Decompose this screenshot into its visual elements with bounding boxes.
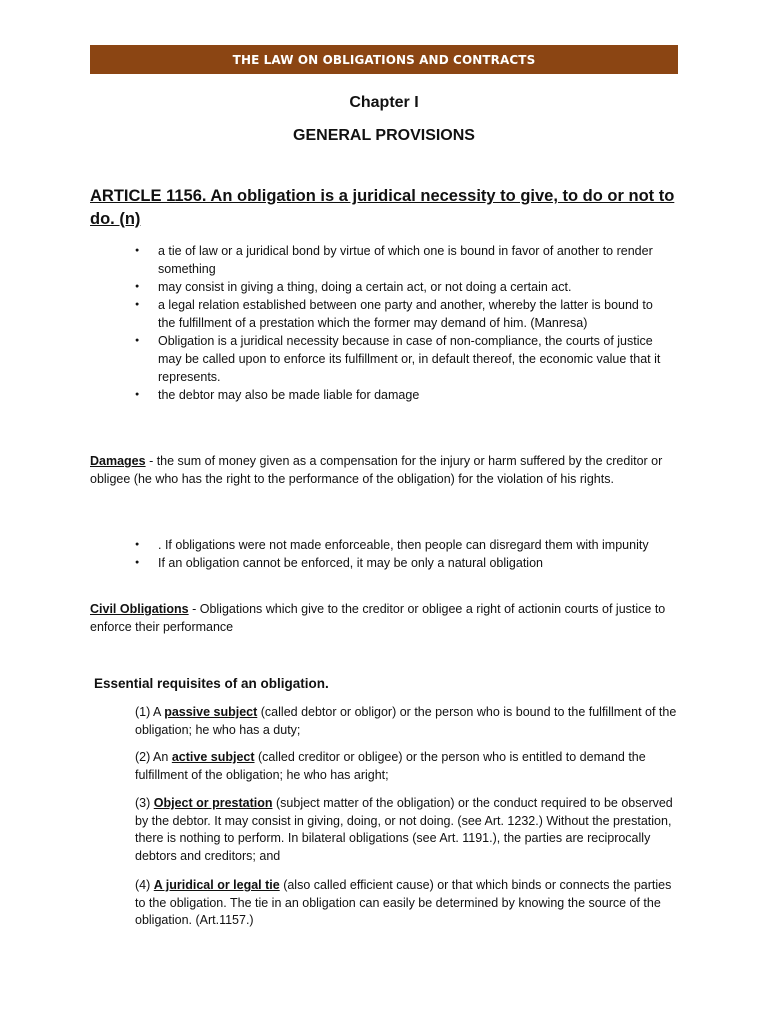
article-bullet-list <box>135 242 665 404</box>
requisite-prefix: (4) <box>135 878 154 892</box>
requisite-item <box>135 877 680 930</box>
requisite-term: Object or prestation <box>153 796 273 810</box>
civil-obligations-term: Civil Obligations <box>90 602 189 616</box>
list-item: ● a legal relation established between one party and another, whereby the latter is bound to the fulfillment of a prestation which the former may demand of him. (Manresa) <box>135 296 665 332</box>
damages-term: Damages <box>90 454 146 468</box>
requisite-prefix: (3) <box>135 796 154 810</box>
enforcement-bullet-list <box>135 536 665 572</box>
article-heading: ARTICLE 1156. An obligation is a juridical necessity to give, to do or not to do. (n) <box>90 187 675 228</box>
requisite-text: (subject matter of the obligation) or the conduct required to be observed by the debtor. It may consist in giving, doing, or not doing. (see Art. 1232.) Without the prestation, there is nothing to perform. In bilateral obligations (see Art. 1191.), the parties are reciprocally debtors and creditors; and <box>135 796 673 863</box>
list-item: ● If an obligation cannot be enforced, it may be only a natural obligation <box>135 554 665 572</box>
requisite-item <box>135 704 680 739</box>
list-item: ● the debtor may also be made liable for damage <box>135 386 665 404</box>
requisite-term: active subject <box>171 750 255 764</box>
chapter-title: GENERAL PROVISIONS <box>293 127 475 144</box>
list-item: ● a tie of law or a juridical bond by virtue of which one is bound in favor of another to render something <box>135 242 665 278</box>
document-header-title: THE LAW ON OBLIGATIONS AND CONTRACTS <box>232 52 536 67</box>
document-header-band <box>90 45 678 74</box>
requisite-term: A juridical or legal tie <box>153 878 280 892</box>
damages-definition <box>90 452 680 488</box>
civil-obligations-definition <box>90 600 680 636</box>
requisite-text: (also called efficient cause) or that which binds or connects the parties to the obligation. The tie in an obligation can easily be determined by knowing the source of the obligation. (Art.1157.) <box>135 878 672 927</box>
requisite-item <box>135 749 680 784</box>
list-item: ● Obligation is a juridical necessity because in case of non-compliance, the courts of justice may be called upon to enforce its fulfillment or, in default thereof, the economic value that it represents. <box>135 332 665 386</box>
requisite-text: (called creditor or obligee) or the person who is entitled to demand the fulfillment of the obligation; he who has aright; <box>135 750 646 782</box>
damages-text: - the sum of money given as a compensation for the injury or harm suffered by the creditor or obligee (he who has the right to the performance of the obligation) for the violation of his rights. <box>90 454 663 486</box>
requisite-term: passive subject <box>164 705 258 719</box>
requisite-item <box>135 795 680 865</box>
chapter-number: Chapter I <box>349 94 419 111</box>
requisite-prefix: (2) An <box>135 750 172 764</box>
requisite-text: (called debtor or obligor) or the person who is bound to the fulfillment of the obligation; he who has a duty; <box>135 705 677 737</box>
essential-requisites-heading: Essential requisites of an obligation. <box>94 676 329 691</box>
civil-obligations-text: - Obligations which give to the creditor or obligee a right of actionin courts of justice to enforce their performance <box>90 602 666 634</box>
list-item: ● . If obligations were not made enforceable, then people can disregard them with impunity <box>135 536 665 554</box>
list-item: ● may consist in giving a thing, doing a certain act, or not doing a certain act. <box>135 278 665 296</box>
requisite-prefix: (1) A <box>135 705 165 719</box>
